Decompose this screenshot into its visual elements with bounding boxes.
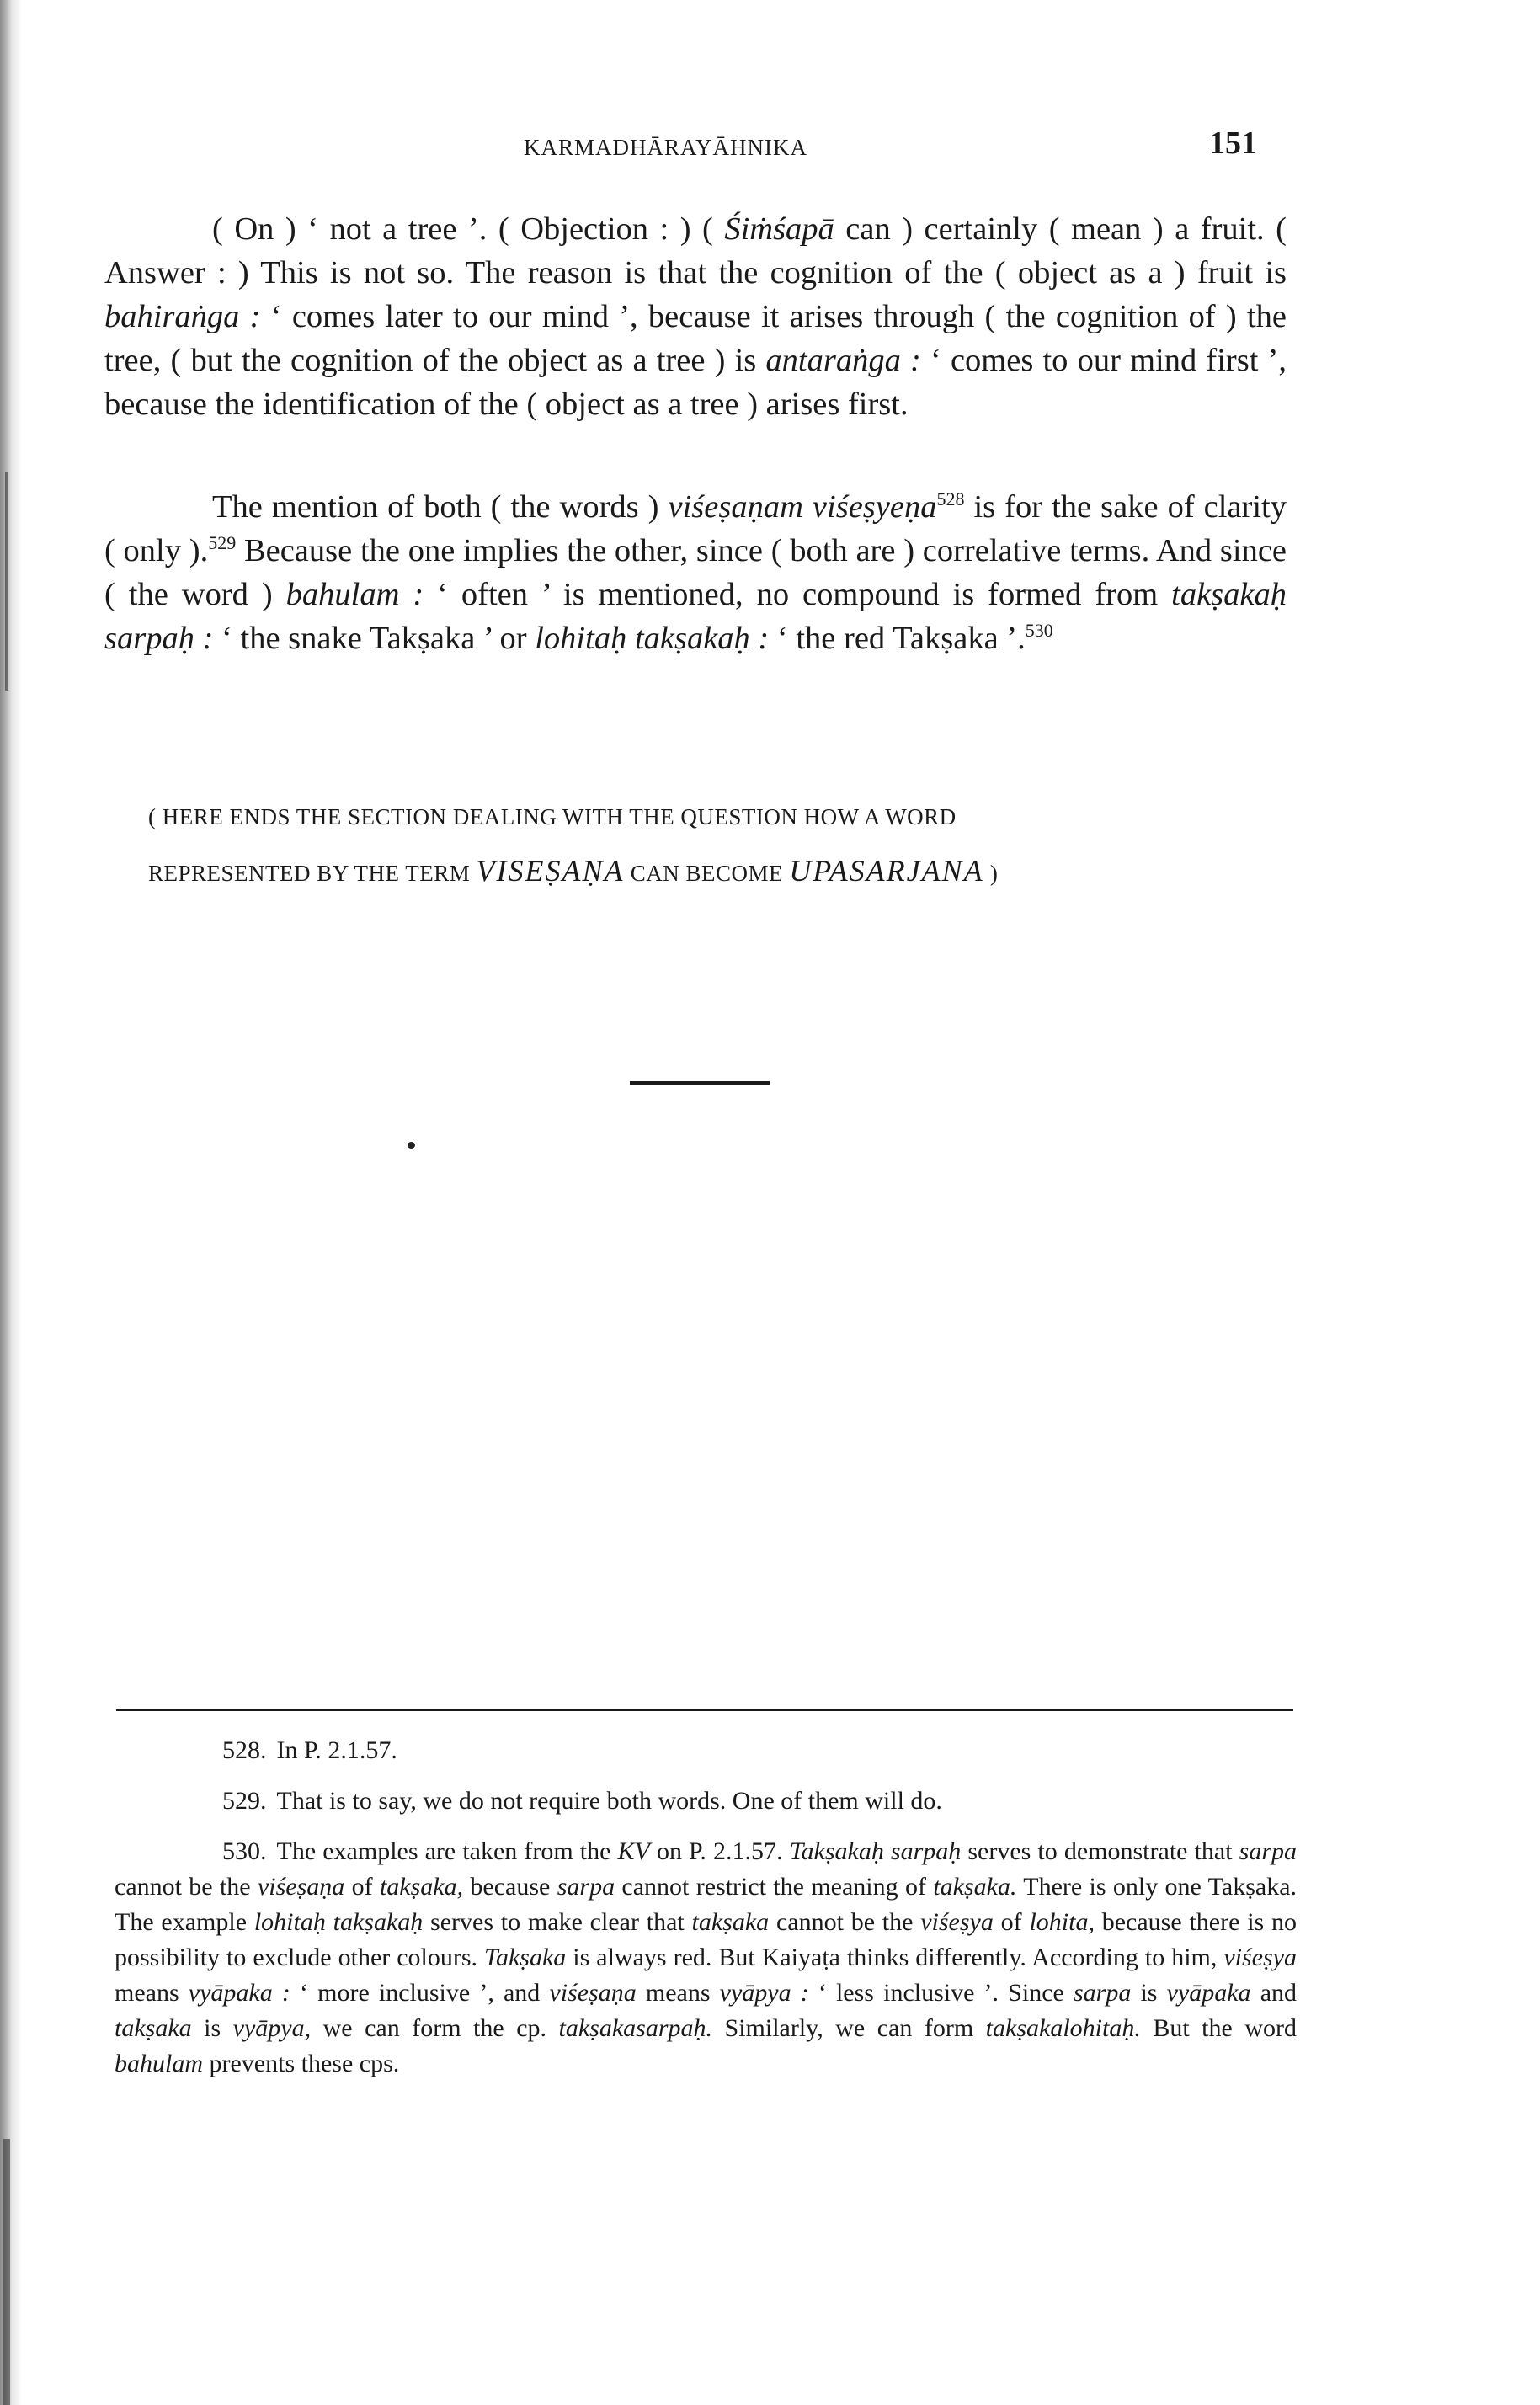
scan-binding-mark — [5, 472, 8, 691]
footnote-rule — [116, 1709, 1293, 1711]
page-number: 151 — [1209, 125, 1257, 161]
footnote-529: 529. That is to say, we do not require both words. One of them will do. — [222, 1787, 942, 1815]
footnote-ref-530: 530 — [1025, 620, 1053, 642]
scan-binding-mark-lower — [3, 2139, 10, 2405]
footnote-528: 528. In P. 2.1.57. — [222, 1736, 397, 1764]
footnote-ref-528: 528 — [936, 488, 965, 510]
scan-left-edge — [0, 0, 22, 2405]
footnotes — [115, 1733, 1297, 2082]
scan-speck — [408, 1142, 415, 1149]
section-divider-rule — [630, 1081, 770, 1085]
paragraph-2: The mention of both ( the words ) viśeṣaṇam viśeṣyeṇa$^{528}$ is for the sake of clarity ( only ).$^{529}$ Because the one implies the other, since ( both are ) correlative terms. And since ( the word ) bahulam : ‘ often ’ is mentioned, no compound is formed from takṣakaḥ sarpaḥ : ‘ the snake Takṣaka ’ or lohitaḥ takṣakaḥ : ‘ the red Takṣaka ’.$^{530}$ — [104, 488, 1287, 656]
section-end-note — [148, 790, 1243, 900]
running-head-title: KARMADHĀRAYĀHNIKA — [524, 135, 808, 160]
section-end-line-2: REPRESENTED BY THE TERM VISEṢAṆA CAN BECOME UPASARJANA ) — [148, 854, 999, 888]
footnote-530: 530. The examples are taken from the KV on P. 2.1.57. Takṣakaḥ sarpaḥ serves to demonstrate that sarpa cannot be the viśeṣaṇa of takṣaka, because sarpa cannot restrict the meaning of takṣaka. There is only one Takṣaka. The example lohitaḥ takṣakaḥ serves to make clear that takṣaka cannot be the viśeṣya of lohita, because there is no possibility to exclude other colours. Takṣaka is always red. But Kaiyaṭa thinks differently. According to him, viśeṣya means vyāpaka : ‘ more inclusive ’, and viśeṣaṇa means vyāpya : ‘ less inclusive ’. Since sarpa is vyāpaka and takṣaka is vyāpya, we can form the cp. takṣakasarpaḥ. Similarly, we can form takṣakalohitaḥ. But the word bahulam prevents these cps. — [115, 1837, 1298, 2077]
paragraph-1: ( On ) ‘ not a tree ’. ( Objection : ) ( Śiṁśapā can ) certainly ( mean ) a fruit. ( Answer : ) This is not so. The reason is that the cognition of the ( object as a ) fruit is bahiraṅga : ‘ comes later to our mind ’, because it arises through ( the cognition of ) the tree, ( but the cognition of the object as a tree ) is antaraṅga : ‘ comes to our mind first ’, because the identification of the ( object as a tree ) arises first. — [104, 211, 1287, 422]
footnote-ref-529: 529 — [208, 532, 237, 554]
section-end-line-1: ( HERE ENDS THE SECTION DEALING WITH THE QUESTION HOW A WORD — [148, 804, 957, 829]
